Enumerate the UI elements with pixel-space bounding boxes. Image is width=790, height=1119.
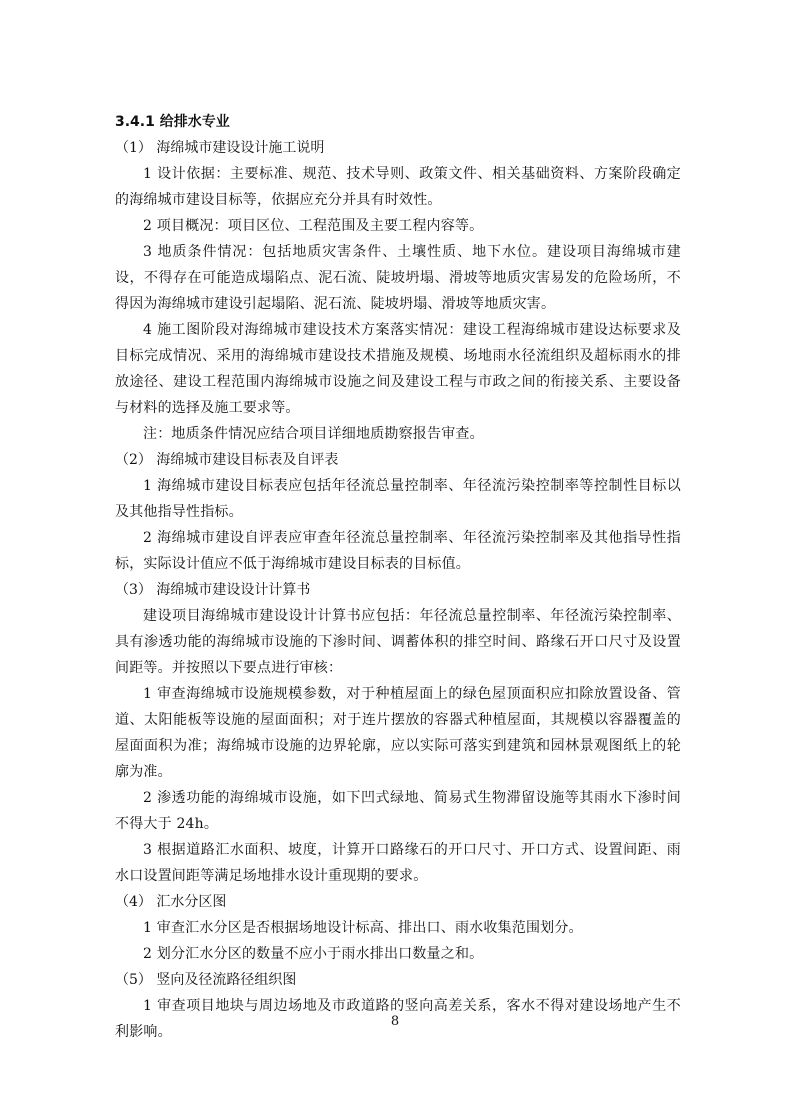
paragraph: 1 审查项目地块与周边场地及市政道路的竖向高差关系，客水不得对建设场地产生不利影响。 — [115, 998, 681, 1040]
paragraph: 1 设计依据：主要标准、规范、技术导则、政策文件、相关基础资料、方案阶段确定的海绵城市建设目标等，依据应充分并具有时效性。 — [115, 166, 681, 208]
paragraph: 3 根据道路汇水面积、坡度，计算开口路缘石的开口尺寸、开口方式、设置间距、雨水口设置间距等满足场地排水设计重现期的要求。 — [115, 842, 681, 884]
section-title: 3.4.1 给排水专业 — [115, 114, 230, 130]
paragraph: 3 地质条件情况：包括地质灾害条件、土壤性质、地下水位。建设项目海绵城市建设，不得存在可能造成塌陷点、泥石流、陡坡坍塌、滑坡等地质灾害易发的危险场所，不得因为海绵城市建设引起塌陷、泥石流、陡坡坍塌、滑坡等地质灾害。 — [115, 244, 681, 312]
paragraph: 1 审查海绵城市设施规模参数，对于种植屋面上的绿色屋顶面积应扣除放置设备、管道、太阳能板等设施的屋面面积；对于连片摆放的容器式种植屋面，其规模以容器覆盖的屋面面积为准；海绵城市设施的边界轮廓，应以实际可落实到建筑和园林景观图纸上的轮廓为准。 — [115, 686, 681, 780]
paragraph: 建设项目海绵城市建设设计计算书应包括：年径流总量控制率、年径流污染控制率、具有渗透功能的海绵城市设施的下渗时间、调蓄体积的排空时间、路缘石开口尺寸及设置间距等。并按照以下要点进行审核： — [115, 608, 681, 676]
paragraph: 注：地质条件情况应结合项目详细地质勘察报告审查。 — [143, 426, 484, 442]
page-number: 8 — [390, 1014, 400, 1029]
paragraph: 2 海绵城市建设自评表应审查年径流总量控制率、年径流污染控制率及其他指导性指标，实际设计值应不低于海绵城市建设目标表的目标值。 — [115, 530, 681, 572]
subsection-heading: （5） 竖向及径流路径组织图 — [115, 972, 297, 988]
paragraph: 1 审查汇水分区是否根据场地设计标高、排出口、雨水收集范围划分。 — [143, 920, 583, 936]
body-text — [115, 135, 681, 1045]
paragraph: 2 划分汇水分区的数量不应小于雨水排出口数量之和。 — [143, 946, 484, 962]
page-content — [115, 109, 681, 1045]
subsection-heading: （2） 海绵城市建设目标表及自评表 — [115, 452, 339, 468]
paragraph: 2 项目概况：项目区位、工程范围及主要工程内容等。 — [143, 218, 484, 234]
subsection-heading: （1） 海绵城市建设设计施工说明 — [115, 140, 325, 156]
subsection-heading: （3） 海绵城市建设设计计算书 — [115, 582, 311, 598]
paragraph: 1 海绵城市建设目标表应包括年径流总量控制率、年径流污染控制率等控制性目标以及其他指导性指标。 — [115, 478, 681, 520]
subsection-heading: （4） 汇水分区图 — [115, 894, 227, 910]
paragraph: 4 施工图阶段对海绵城市建设技术方案落实情况：建设工程海绵城市建设达标要求及目标完成情况、采用的海绵城市建设技术措施及规模、场地雨水径流组织及超标雨水的排放途径、建设工程范围内海绵城市设施之间及建设工程与市政之间的衔接关系、主要设备与材料的选择及施工要求等。 — [115, 322, 681, 416]
paragraph: 2 渗透功能的海绵城市设施，如下凹式绿地、简易式生物滞留设施等其雨水下渗时间不得大于 24h。 — [115, 790, 681, 832]
